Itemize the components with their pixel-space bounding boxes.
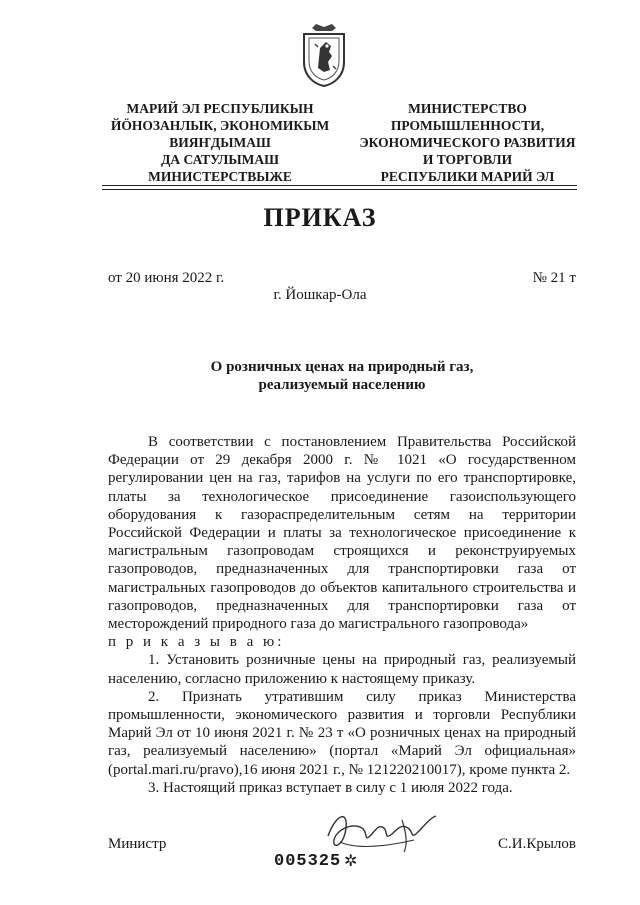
header-line: МИНИСТЕРСТВО (408, 101, 527, 116)
header-line: ЙӦНОЗАНЛЫК, ЭКОНОМИКЫМ (110, 118, 330, 133)
header-line: МАРИЙ ЭЛ РЕСПУБЛИКЫН (126, 101, 314, 116)
header-line: РЕСПУБЛИКИ МАРИЙ ЭЛ (380, 169, 555, 184)
ministry-header-russian (335, 100, 600, 185)
serial-mark-icon: ✲ (344, 853, 358, 870)
order-word: п р и к а з ы в а ю: (108, 634, 285, 651)
signer-title: Министр (108, 836, 167, 852)
header-line: И ТОРГОВЛИ (422, 152, 513, 167)
signer-name: С.И.Крылов (498, 836, 576, 852)
header-divider-thick (102, 185, 577, 186)
handwritten-signature (318, 806, 448, 856)
subject-line: О розничных ценах на природный газ, (210, 359, 474, 375)
order-item-3: 3. Настоящий приказ вступает в силу с 1 июля 2022 года. (148, 779, 513, 796)
order-city: г. Йошкар-Ола (273, 287, 367, 303)
order-item-1: 1. Установить розничные цены на природный газ, реализуемый населению, согласно приложению к настоящему приказу. (108, 652, 576, 687)
ministry-header-mari (90, 100, 350, 185)
header-line: ДА САТУЛЫМАШ (161, 152, 279, 167)
header-divider-thin (102, 189, 577, 190)
order-date: от 20 июня 2022 г. (108, 270, 225, 286)
header-line: ЭКОНОМИЧЕСКОГО РАЗВИТИЯ (359, 135, 576, 150)
order-item-2: 2. Признать утратившим силу приказ Министерства промышленности, экономического развития и торговли Республики Марий Эл от 10 июня 2021 г. № 23 т «О розничных ценах на природный газ, реализуемый населению» (портал «Марий Эл официальная» (portal.mari.ru/pravo),16 июня 2021 г., № 121220210017), кроме пункта 2. (108, 688, 576, 778)
header-line: МИНИСТЕРСТВЫЖЕ (148, 169, 292, 184)
serial-number-stamp: 005325 (274, 852, 342, 871)
order-number: № 21 т (532, 270, 576, 286)
subject-line: реализуемый населению (258, 377, 426, 393)
coat-of-arms-emblem (298, 22, 350, 88)
document-title: ПРИКАЗ (263, 203, 377, 232)
preamble-paragraph: В соответствии с постановлением Правительства Российской Федерации от 29 декабря 2000 г. № 1021 «О государственном регулировании цен на газ, тарифов на услуги по его транспортировке, платы за технологическое присоединение газоиспользующего оборудования к газораспределительным сетям на территории Российской Федерации и платы за технологическое присоединение к магистральным газопроводам строящихся и реконструируемых газопроводов, предназначенных для транспортировки газа от магистральных газопроводов до объектов капитального строительства и газопроводов, предназначенных для транспортировки газа от месторождений природного газа до магистрального газопровода» (108, 434, 576, 633)
order-subject (108, 358, 576, 394)
header-line: ВИЯҤДЫМАШ (169, 135, 271, 150)
header-line: ПРОМЫШЛЕННОСТИ, (390, 118, 545, 133)
order-body (108, 433, 576, 797)
